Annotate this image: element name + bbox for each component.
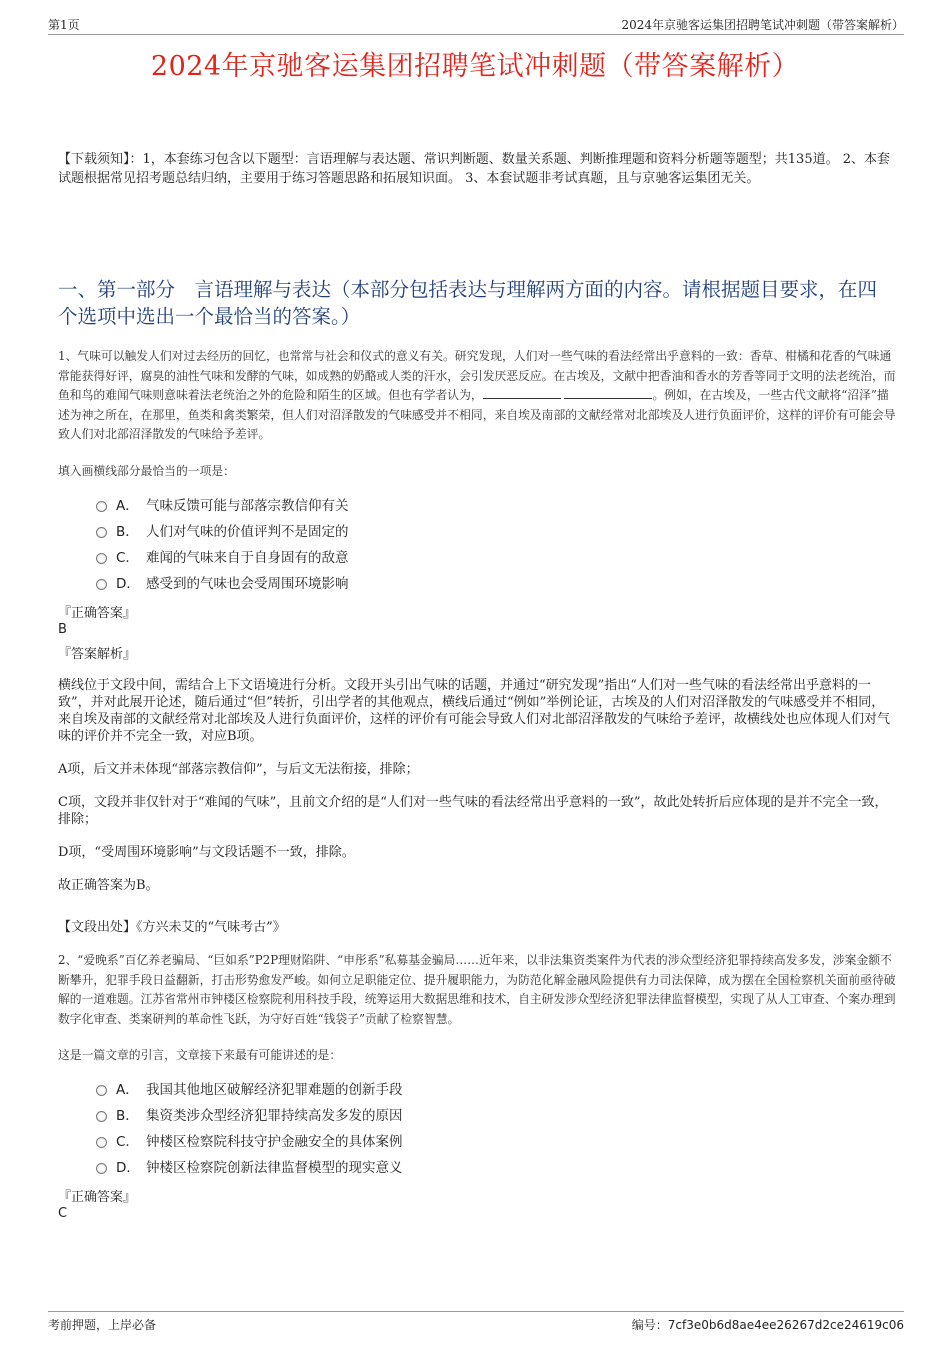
option-b[interactable]: B． 集资类涉众型经济犯罪持续高发多发的原因 bbox=[96, 1103, 403, 1129]
answer-analysis bbox=[58, 677, 892, 910]
question-2-prompt: 这是一篇文章的引言，文章接下来最有可能讲述的是： bbox=[58, 1048, 342, 1062]
radio-icon[interactable] bbox=[96, 1163, 107, 1174]
radio-icon[interactable] bbox=[96, 579, 107, 590]
question-1-stem bbox=[58, 347, 898, 445]
question-1-prompt: 填入画横线部分最恰当的一项是： bbox=[58, 464, 235, 478]
page-title: 2024年京驰客运集团招聘笔试冲刺题（带答案解析） bbox=[150, 51, 800, 82]
option-c[interactable]: C． 钟楼区检察院科技守护金融安全的具体案例 bbox=[96, 1129, 403, 1155]
fill-blank bbox=[483, 386, 561, 399]
radio-icon[interactable] bbox=[96, 553, 107, 564]
option-c[interactable]: C． 难闻的气味来自于自身固有的敌意 bbox=[96, 545, 349, 571]
question-2-stem: 2、“爱晚系”百亿养老骗局、“巨如系”P2P理财陷阱、“申彤系”私募基金骗局……近年来，以非法集资类案件为代表的涉众型经济犯罪持续高发多发，涉案金额不断攀升，犯罪手段日益翻新，打击形势愈发严峻。如何立足职能定位、提升履职能力，为防范化解金融风险提供有力司法保障，成为摆在全国检察机关面前亟待破解的一道难题。江苏省常州市钟楼区检察院利用科技手段，统筹运用大数据思维和技术，自主研发涉众型经济犯罪法律监督模型，实现了从人工审查、个案办理到数字化审查、类案研判的革命性飞跃，为守好百姓“钱袋子”贡献了检察智慧。 bbox=[58, 953, 896, 1026]
radio-icon[interactable] bbox=[96, 1111, 107, 1122]
question-2-options bbox=[96, 1077, 403, 1181]
question-1-text-a: 1、气味可以触发人们对过去经历的回忆，也常常与社会和仪式的意义有关。研究发现，人们对一些气味的看法经常出乎意料的一致：香草、柑橘和花香的气味通常能获得好评，腐臭的油性气味和发酵的气味，如成熟的奶酪或人类的汗水，会引发厌恶反应。在古埃及，文献中把香油和香水的芳香等同于文明的法老统治，而鱼和鸟的难闻气味则意味着法老统治之外的危险和陌生的区域。但也有学者认为， bbox=[58, 349, 896, 402]
option-b[interactable]: B． 人们对气味的价值评判不是固定的 bbox=[96, 519, 349, 545]
section-heading: 一、第一部分 言语理解与表达（本部分包括表达与理解两方面的内容。请根据题目要求，在四个选项中选出一个最恰当的答案。） bbox=[58, 278, 878, 328]
question-1-text-b: 。例如，在古埃及，一些古代文献将“沼泽”描述为神之所在，在那里，鱼类和禽类繁荣，但人们对沼泽散发的气味感受并不相同，来自埃及南部的文献经常对北部埃及人进行负面评价，这样的评价有可能会导致人们对北部沼泽散发的气味给予差评。 bbox=[58, 388, 896, 441]
analysis-paragraph: C项，文段并非仅针对于“难闻的气味”，且前文介绍的是“人们对一些气味的看法经常出乎意料的一致”，故此处转折后应体现的是并不完全一致，排除； bbox=[58, 795, 888, 827]
analysis-label: 『答案解析』 bbox=[58, 647, 137, 662]
page-header bbox=[48, 14, 904, 35]
analysis-paragraph: D项，“受周围环境影响”与文段话题不一致，排除。 bbox=[58, 845, 355, 860]
page-footer bbox=[48, 1311, 904, 1336]
option-d[interactable]: D． 钟楼区检察院创新法律监督模型的现实意义 bbox=[96, 1155, 403, 1181]
option-d[interactable]: D． 感受到的气味也会受周围环境影响 bbox=[96, 571, 349, 597]
radio-icon[interactable] bbox=[96, 501, 107, 512]
correct-answer-label: 『正确答案』 bbox=[58, 606, 137, 621]
analysis-paragraph: A项，后文并未体现“部落宗教信仰”，与后文无法衔接，排除； bbox=[58, 762, 419, 777]
question-1-options bbox=[96, 493, 349, 597]
correct-answer-label: 『正确答案』 bbox=[58, 1190, 137, 1205]
analysis-paragraph: 横线位于文段中间，需结合上下文语境进行分析。文段开头引出气味的话题，并通过“研究发现”指出“人们对一些气味的看法经常出乎意料的一致”，并对此展开论述，随后通过“但”转折，引出学者的其他观点，横线后通过“例如”举例论证，古埃及的人们对沼泽散发的气味感受并不相同，来自埃及南部的文献经常对北部埃及人进行负面评价，这样的评价有可能会导致人们对北部沼泽散发的气味给予差评，故横线处也应体现人们对气味的评价并不完全一致，对应B项。 bbox=[58, 678, 891, 744]
radio-icon[interactable] bbox=[96, 1085, 107, 1096]
option-a[interactable]: A． 我国其他地区破解经济犯罪难题的创新手段 bbox=[96, 1077, 403, 1103]
fill-blank-2 bbox=[564, 386, 652, 399]
radio-icon[interactable] bbox=[96, 1137, 107, 1148]
header-doc-title: 2024年京驰客运集团招聘笔试冲刺题（带答案解析） bbox=[621, 18, 904, 32]
radio-icon[interactable] bbox=[96, 527, 107, 538]
source-note: 【文段出处】《方兴未艾的“气味考古”》 bbox=[58, 920, 286, 935]
correct-answer-value: C bbox=[58, 1206, 68, 1221]
analysis-paragraph: 故正确答案为B。 bbox=[58, 878, 159, 893]
page-number: 第1页 bbox=[48, 18, 80, 32]
footer-slogan: 考前押题，上岸必备 bbox=[48, 1318, 157, 1332]
correct-answer-value: B bbox=[58, 622, 67, 637]
download-notice: 【下载须知】：1，本套练习包含以下题型：言语理解与表达题、常识判断题、数量关系题、判断推理题和资料分析题等题型；共135道。 2、本套试题根据常见招考题总结归纳，主要用于练习答题思路和拓展知识面。 3、本套试题非考试真题，且与京驰客运集团无关。 bbox=[58, 152, 890, 186]
option-a[interactable]: A． 气味反馈可能与部落宗教信仰有关 bbox=[96, 493, 349, 519]
footer-code: 编号：7cf3e0b6d8ae4ee26267d2ce24619c06 bbox=[631, 1318, 904, 1332]
